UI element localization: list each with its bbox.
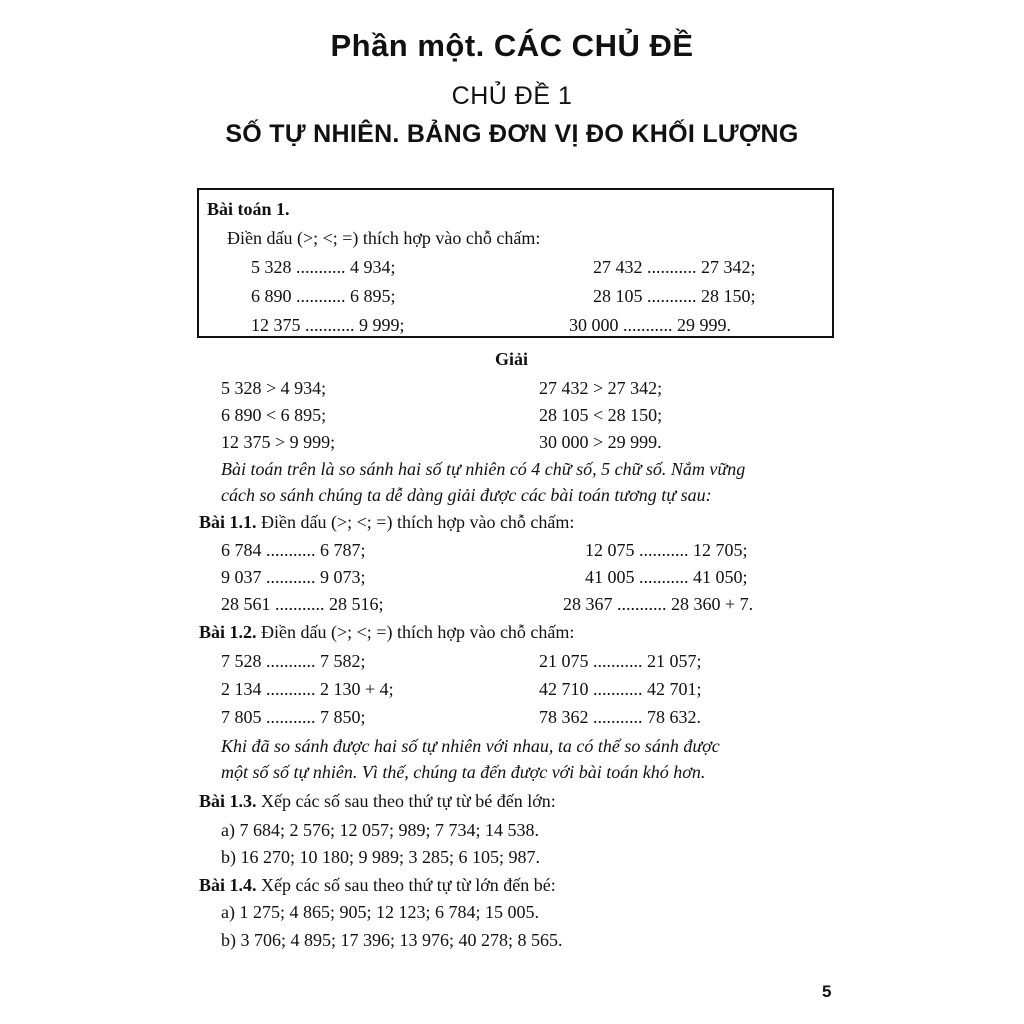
exercise-1-4-text: Xếp các số sau theo thứ tự từ lớn đến bé: (256, 875, 556, 895)
solution-row-2-right: 28 105 < 28 150; (539, 405, 663, 425)
exercise-1-1-row-3-left: 28 561 ........... 28 516; (221, 594, 384, 614)
exercise-1-1-row-2-right: 41 005 ........... 41 050; (585, 567, 748, 587)
exercise-1-3-part-a: a) 7 684; 2 576; 12 057; 989; 7 734; 14 538. (221, 820, 539, 840)
exercise-1-2-row-1-right: 21 075 ........... 21 057; (539, 651, 702, 671)
part-title: Phần một. CÁC CHỦ ĐỀ (330, 28, 694, 63)
exercise-1-3-heading (199, 790, 556, 812)
problem-row-2-left: 6 890 ........... 6 895; (251, 286, 396, 306)
exercise-1-1-row-3-right: 28 367 ........... 28 360 + 7. (563, 594, 754, 614)
problem-row-3-left: 12 375 ........... 9 999; (251, 315, 405, 335)
solution-row-3-left: 12 375 > 9 999; (221, 432, 336, 452)
problem-row-1-right: 27 432 ........... 27 342; (593, 257, 756, 277)
problem-title: Bài toán 1. (207, 199, 290, 219)
topic-title: CHỦ ĐỀ 1 (451, 82, 573, 110)
page-number: 5 (822, 982, 832, 1001)
exercise-1-4-part-b: b) 3 706; 4 895; 17 396; 13 976; 40 278; 8 565. (221, 930, 563, 950)
problem-row-1-left: 5 328 ........... 4 934; (251, 257, 396, 277)
exercise-1-3-text: Xếp các số sau theo thứ tự từ bé đến lớn: (256, 791, 556, 811)
exercise-1-3-part-b: b) 16 270; 10 180; 9 989; 3 285; 6 105; 987. (221, 847, 540, 867)
solution-row-1-left: 5 328 > 4 934; (221, 378, 327, 398)
problem-instruction: Điền dấu (>; <; =) thích hợp vào chỗ chấm: (227, 228, 541, 248)
exercise-1-3-label: Bài 1.3. (199, 791, 257, 811)
exercise-1-2-heading (199, 621, 574, 643)
solution-title: Giải (495, 349, 529, 369)
exercise-1-2-note-line-2: một số số tự nhiên. Vì thế, chúng ta đến được với bài toán khó hơn. (221, 762, 706, 782)
exercise-1-2-row-2-right: 42 710 ........... 42 701; (539, 679, 702, 699)
exercise-1-4-heading (199, 874, 556, 896)
exercise-1-1-label: Bài 1.1. (199, 512, 257, 532)
exercise-1-1-row-2-left: 9 037 ........... 9 073; (221, 567, 366, 587)
problem-row-3-right: 30 000 ........... 29 999. (569, 315, 731, 335)
solution-note-line-1: Bài toán trên là so sánh hai số tự nhiên có 4 chữ số, 5 chữ số. Nắm vững (221, 459, 746, 479)
exercise-1-2-label: Bài 1.2. (199, 622, 257, 642)
exercise-1-4-part-a: a) 1 275; 4 865; 905; 12 123; 6 784; 15 005. (221, 902, 539, 922)
exercise-1-2-text: Điền dấu (>; <; =) thích hợp vào chỗ chấm: (256, 622, 575, 642)
exercise-1-2-row-2-left: 2 134 ........... 2 130 + 4; (221, 679, 394, 699)
solution-row-3-right: 30 000 > 29 999. (539, 432, 662, 452)
solution-row-1-right: 27 432 > 27 342; (539, 378, 663, 398)
exercise-1-1-row-1-right: 12 075 ........... 12 705; (585, 540, 748, 560)
exercise-1-2-note-line-1: Khi đã so sánh được hai số tự nhiên với nhau, ta có thể so sánh được (221, 736, 720, 756)
problem-row-2-right: 28 105 ........... 28 150; (593, 286, 756, 306)
solution-note-line-2: cách so sánh chúng ta dễ dàng giải được các bài toán tương tự sau: (221, 485, 712, 505)
exercise-1-2-row-3-left: 7 805 ........... 7 850; (221, 707, 366, 727)
exercise-1-2-row-1-left: 7 528 ........... 7 582; (221, 651, 366, 671)
exercise-1-4-label: Bài 1.4. (199, 875, 257, 895)
exercise-1-1-heading (199, 511, 574, 533)
exercise-1-1-text: Điền dấu (>; <; =) thích hợp vào chỗ chấm: (256, 512, 575, 532)
topic-subtitle: SỐ TỰ NHIÊN. BẢNG ĐƠN VỊ ĐO KHỐI LƯỢNG (225, 120, 799, 148)
exercise-1-2-row-3-right: 78 362 ........... 78 632. (539, 707, 701, 727)
exercise-1-1-row-1-left: 6 784 ........... 6 787; (221, 540, 366, 560)
solution-row-2-left: 6 890 < 6 895; (221, 405, 327, 425)
